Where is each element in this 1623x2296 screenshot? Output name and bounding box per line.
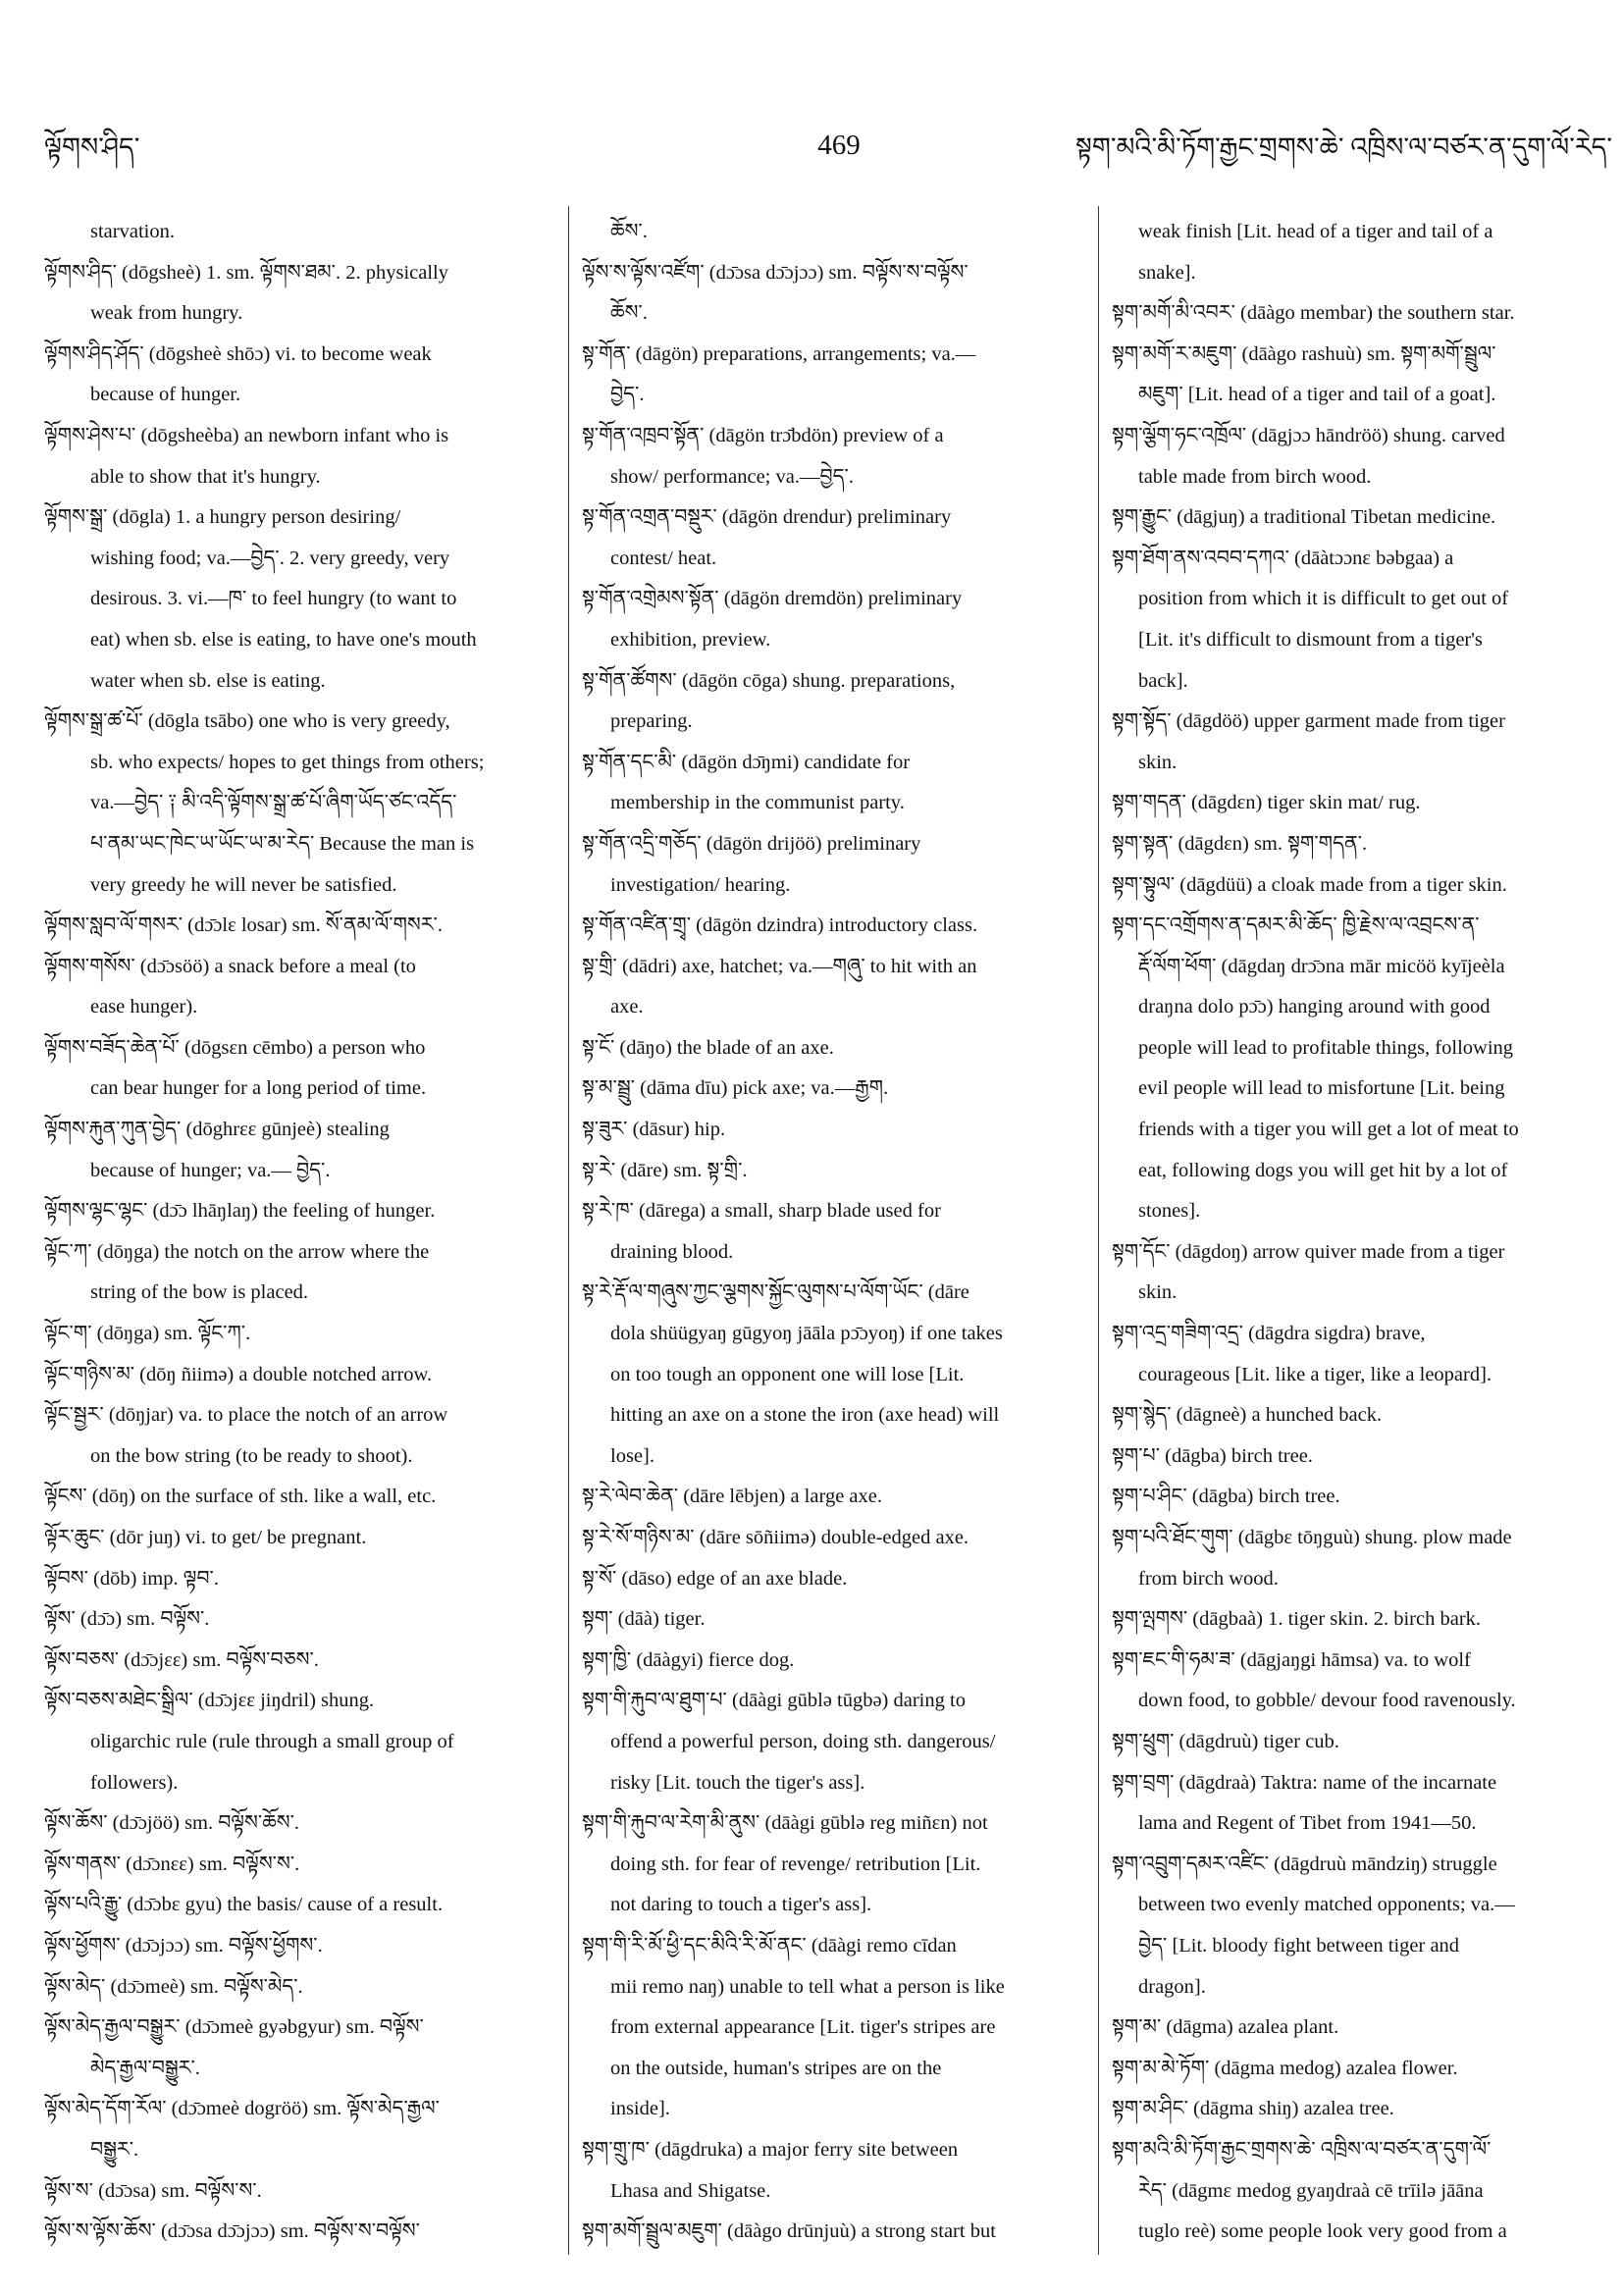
dictionary-entry: [582, 743, 1086, 824]
entry-continuation-line: membership in the communist party.: [610, 792, 905, 814]
entry-headword-line: ལྟོགས་ཤིད་ (dōgsheè) 1. sm. ལྟོགས་ཐམ་. 2. physically: [44, 261, 448, 284]
entry-continuation-line: from external appearance [Lit. tiger's stripes are: [610, 2016, 996, 2039]
entry-headword-line: ལྟོབས་ (dōb) imp. ལྟབ་.: [44, 1567, 219, 1590]
entry-headword-line: སྟ་གོན་འགྲན་བསྡུར་ (dāgön drendur) preliminary: [582, 506, 952, 529]
dictionary-entry: [44, 2171, 560, 2213]
dictionary-entry: [582, 947, 1086, 1028]
dictionary-entry: [44, 906, 560, 947]
entry-continuation-line: བསྒྱུར་.: [90, 2138, 139, 2161]
entry-continuation-line: eat, following dogs you will get hit by a lot of: [1138, 1159, 1508, 1181]
entry-headword-line: སྟག་ལྤགས་ (dāgbaà) 1. tiger skin. 2. birch bark.: [1112, 1608, 1482, 1631]
dictionary-entry: [582, 253, 1086, 335]
entry-headword-line: སྟག་ (dāà) tiger.: [582, 1608, 706, 1631]
entry-continuation-line: Lhasa and Shigatse.: [610, 2179, 771, 2202]
entry-continuation-line: ཆོས་.: [610, 221, 648, 242]
dictionary-entry: [44, 1518, 560, 1559]
entry-continuation-line: exhibition, preview.: [610, 628, 771, 651]
entry-continuation-line: between two evenly matched opponents; va.—: [1138, 1894, 1515, 1916]
entry-headword-line: སྟ་རེ་ (dāre) sm. སྟ་གྲི་.: [582, 1159, 748, 1181]
entry-headword-line: སྟག་མགོ་མི་འབར་ (dāàgo membar) the southern star.: [1112, 302, 1515, 325]
entry-headword-line: སྟག་མའི་མི་ཏོག་རྒྱང་གྲགས་ཆེ་ འཁྲིས་ལ་བཙར་ན་དུག་ལོ་: [1112, 2138, 1492, 2161]
dictionary-entry: [582, 1803, 1086, 1926]
entry-headword-line: སྟག་པའི་ཐོང་གུག་ (dāgbɛ tōŋguù) shung. plow made: [1112, 1527, 1512, 1548]
dictionary-entry: [582, 1273, 1086, 1477]
entry-continuation-line: ease hunger).: [90, 996, 198, 1018]
entry-continuation-line: preparing.: [610, 710, 693, 733]
dictionary-entry: [1112, 539, 1616, 702]
column-2: [582, 212, 1086, 2258]
entry-continuation-line: starvation.: [90, 221, 175, 242]
entry-headword-line: སྟག་མགོ་སྦྲུལ་མཇུག་ (dāàgo drūnjuù) a strong start but: [582, 2220, 996, 2243]
entry-continuation-line: draining blood.: [610, 1240, 734, 1263]
entry-continuation-line: [Lit. it's difficult to dismount from a tiger's: [1138, 628, 1483, 651]
entry-headword-line: ལྟོགས་སླབ་ལོ་གསར་ (dɔ̄ɔlɛ losar) sm. སོ་ནམ་ལོ་གསར་.: [44, 914, 443, 937]
entry-headword-line: སྟ་གོན་འགྲེམས་སྟོན་ (dāgön dremdön) preliminary: [582, 588, 963, 610]
dictionary-entry: [1112, 212, 1616, 293]
running-head-right: སྟག་མའི་མི་ཏོག་རྒྱང་གྲགས་ཆེ་ འཁྲིས་ལ་བཙར་ན་དུག་ལོ་རེད་: [1074, 132, 1612, 162]
entry-continuation-line: very greedy he will never be satisfied.: [90, 873, 397, 896]
dictionary-entry: [1112, 1641, 1616, 1722]
entry-headword-line: སྟག་མ་མེ་ཏོག་ (dāgma medog) azalea flower.: [1112, 2057, 1458, 2079]
dictionary-entry: [582, 1028, 1086, 1070]
entry-headword-line: ལྟོས་ཆོས་ (dɔ̄ɔjöö) sm. བལྟོས་ཆོས་.: [44, 1812, 300, 1835]
dictionary-entry: [1112, 865, 1616, 907]
entry-headword-line: ལྟོས་མེད་རྒྱལ་བསྒྱུར་ (dɔ̄ɔmeè gyəbgyur) sm. བལྟོས་: [44, 2016, 424, 2039]
entry-continuation-line: able to show that it's hungry.: [90, 465, 321, 488]
entry-continuation-line: show/ performance; va.—བྱེད་.: [610, 465, 854, 488]
dictionary-entry: [44, 947, 560, 1028]
entry-headword-line: སྟ་གོན་འཁྲབ་སྟོན་ (dāgön trɔ̄bdön) preview of a: [582, 424, 944, 446]
entry-continuation-line: རེད་ (dāgmɛ medog gyaŋdraà cē trīilə jāāna: [1138, 2179, 1484, 2202]
entry-continuation-line: table made from birch wood.: [1138, 465, 1372, 488]
dictionary-entry: [1112, 1599, 1616, 1641]
column-1: [44, 212, 560, 2258]
entry-headword-line: སྟག་འབྲུག་དམར་འཛིང་ (dāgdruù māndziŋ) struggle: [1112, 1852, 1497, 1875]
dictionary-entry: [44, 1477, 560, 1518]
dictionary-entry: [1112, 2089, 1616, 2130]
dictionary-entry: [44, 497, 560, 702]
entry-continuation-line: snake].: [1138, 261, 1196, 284]
entry-continuation-line: va.—བྱེད་ ༑ མི་འདི་ལྟོགས་སྒྲ་ཚ་པོ་ཞིག་ཡོད་ཙང་འདོད་: [90, 792, 457, 814]
entry-headword-line: ལྟོགས་སྒྲ་ (dōgla) 1. a hungry person desiring/: [44, 506, 401, 529]
entry-headword-line: ལྟོས་མེད་དོག་རོལ་ (dɔ̄ɔmeè dogröö) sm. ལྟོས་མེད་རྒྱལ་: [44, 2098, 440, 2120]
entry-continuation-line: from birch wood.: [1138, 1567, 1279, 1590]
dictionary-entry: [1112, 2049, 1616, 2090]
entry-continuation-line: string of the bow is placed.: [90, 1281, 309, 1304]
entry-headword-line: སྟག་སྟུལ་ (dāgdüü) a cloak made from a tiger skin.: [1112, 873, 1507, 896]
entry-headword-line: སྟ་སོ་ (dāso) edge of an axe blade.: [582, 1567, 848, 1590]
dictionary-entry: [1112, 416, 1616, 497]
dictionary-entry: [44, 1191, 560, 1232]
dictionary-entry: [44, 1232, 560, 1314]
entry-continuation-line: skin.: [1138, 751, 1178, 773]
entry-headword-line: སྟ་མ་སྦྲུ་ (dāma dīu) pick axe; va.—རྒྱག.: [582, 1077, 889, 1100]
dictionary-entry: [1112, 2008, 1616, 2049]
dictionary-entry: [582, 1110, 1086, 1151]
entry-continuation-line: courageous [Lit. like a tiger, like a leopard].: [1138, 1363, 1492, 1385]
entry-continuation-line: eat) when sb. else is eating, to have one's mouth: [90, 628, 477, 651]
dictionary-entry: [582, 824, 1086, 906]
entry-continuation-line: wishing food; va.—བྱེད་. 2. very greedy, very: [90, 547, 450, 569]
entry-headword-line: སྟ་རེ་སོ་གཉིས་མ་ (dāre sōñiimə) double-edged axe.: [582, 1527, 969, 1548]
dictionary-entry: [582, 1559, 1086, 1600]
dictionary-entry: [44, 1314, 560, 1355]
dictionary-entry: [582, 2212, 1086, 2253]
entry-headword-line: ལྟོགས་གསོས་ (dɔ̄ɔsöö) a snack before a meal (to: [44, 955, 416, 977]
entry-continuation-line: ཆོས་.: [610, 302, 648, 325]
dictionary-entry: [1112, 335, 1616, 416]
dictionary-entry: [1112, 1477, 1616, 1518]
entry-headword-line: སྟག་ཐོག་ནས་འབབ་དཀའ་ (dāàtɔɔnɛ bəbgaa) a: [1112, 547, 1454, 569]
entry-headword-line: ལྟོགས་ཤེས་པ་ (dōgsheèba) an newborn infant who is: [44, 424, 449, 446]
running-head-left: ལྟོགས་ཤིད་: [44, 132, 140, 162]
entry-continuation-line: on the bow string (to be ready to shoot).: [90, 1444, 413, 1467]
entry-headword-line: ལྟོས་ས་ལྟོས་ཆོས་ (dɔ̄ɔsa dɔ̄ɔjɔɔ) sm. བལྟོས་ས་བལྟོས་: [44, 2220, 420, 2243]
entry-continuation-line: axe.: [610, 996, 644, 1018]
entry-continuation-line: on the outside, human's stripes are on the: [610, 2057, 942, 2079]
dictionary-entry: [582, 1477, 1086, 1518]
entry-continuation-line: can bear hunger for a long period of time.: [90, 1077, 427, 1100]
dictionary-entry: [44, 702, 560, 906]
dictionary-entry: [44, 253, 560, 335]
entry-continuation-line: contest/ heat.: [610, 547, 717, 569]
entry-continuation-line: inside].: [610, 2098, 670, 2120]
entry-headword-line: སྟག་གི་རྐུབ་ལ་ཐུག་པ་ (dāàgi gūblə tūgbə) daring to: [582, 1690, 966, 1712]
entry-continuation-line: hitting an axe on a stone the iron (axe head) will: [610, 1404, 1000, 1427]
entry-headword-line: ལྟོས་ (dɔ̄ɔ) sm. བལྟོས་.: [44, 1608, 210, 1631]
entry-continuation-line: weak from hungry.: [90, 302, 243, 325]
entry-continuation-line: followers).: [90, 1771, 179, 1794]
entry-headword-line: སྟག་ཇང་གི་ཧམ་ཟ་ (dāgjaŋgi hāmsa) va. to wolf: [1112, 1648, 1471, 1671]
entry-headword-line: སྟ་ངོ་ (dāŋo) the blade of an axe.: [582, 1036, 834, 1059]
entry-headword-line: སྟག་གི་རི་མོ་ཕྱི་དང་མིའི་རི་མོ་ནང་ (dāàgi remo cīdan: [582, 1934, 957, 1957]
entry-continuation-line: lama and Regent of Tibet from 1941—50.: [1138, 1812, 1477, 1835]
dictionary-entry: [1112, 497, 1616, 539]
dictionary-entry: [44, 1641, 560, 1682]
entry-continuation-line: skin.: [1138, 1281, 1178, 1304]
dictionary-entry: [44, 1559, 560, 1600]
entry-headword-line: ལྟོས་པའི་རྒྱུ་ (dɔ̄ɔbɛ gyu) the basis/ cause of a result.: [44, 1894, 444, 1916]
entry-continuation-line: dragon].: [1138, 1975, 1206, 1998]
entry-continuation-line: མེད་རྒྱལ་བསྒྱུར་.: [90, 2057, 200, 2079]
dictionary-entry: [44, 1599, 560, 1641]
entry-continuation-line: position from which it is difficult to get out of: [1138, 588, 1509, 610]
dictionary-entry: [44, 1803, 560, 1845]
dictionary-entry: [44, 1110, 560, 1191]
entry-headword-line: ལྟོགས་ཤིད་ཤོད་ (dōgsheè shōɔ) vi. to become weak: [44, 342, 432, 365]
entry-headword-line: ལྟོངས་ (dōŋ) on the surface of sth. like a wall, etc.: [44, 1486, 437, 1508]
entry-headword-line: སྟག་རྒྱུང་ (dāgjuŋ) a traditional Tibetan medicine.: [1112, 506, 1496, 529]
entry-headword-line: སྟག་ཁྱི་ (dāàgyi) fierce dog.: [582, 1648, 795, 1671]
entry-continuation-line: risky [Lit. touch the tiger's ass].: [610, 1771, 865, 1794]
dictionary-entry: [44, 335, 560, 416]
dictionary-entry: [582, 497, 1086, 579]
entry-continuation-line: པ་ནམ་ཡང་ཁེང་ཡ་ཡོང་ཡ་མ་རེད་ Because the man is: [90, 832, 475, 855]
dictionary-entry: [1112, 783, 1616, 824]
entry-continuation-line: back].: [1138, 669, 1188, 692]
dictionary-entry: [1112, 824, 1616, 865]
entry-continuation-line: water when sb. else is eating.: [90, 669, 326, 692]
entry-headword-line: ལྟོར་ཆུང་ (dōr juŋ) vi. to get/ be pregnant.: [44, 1527, 367, 1548]
entry-headword-line: ལྟོས་གནས་ (dɔ̄ɔnɛɛ) sm. བལྟོས་ས་.: [44, 1852, 300, 1875]
dictionary-entry: [44, 2089, 560, 2170]
entry-continuation-line: investigation/ hearing.: [610, 873, 791, 896]
entry-continuation-line: བྱེད་.: [610, 384, 645, 406]
entry-headword-line: སྟག་མ་ (dāgma) azalea plant.: [1112, 2016, 1339, 2039]
entry-continuation-line: oligarchic rule (rule through a small group of: [90, 1730, 454, 1752]
dictionary-entry: [582, 1681, 1086, 1803]
dictionary-entry: [582, 212, 1086, 253]
dictionary-entry: [582, 335, 1086, 416]
entry-continuation-line: not daring to touch a tiger's ass].: [610, 1894, 872, 1916]
dictionary-entry: [582, 2130, 1086, 2212]
dictionary-entry: [1112, 1436, 1616, 1478]
entry-continuation-line: desirous. 3. vi.—ཁ་ to feel hungry (to want to: [90, 588, 457, 610]
entry-headword-line: ལྟོགས་བཟོད་ཆེན་པོ་ (dōgsɛn cēmbo) a person who: [44, 1036, 426, 1059]
entry-headword-line: ལྟོས་བཅས་ (dɔ̄ɔjɛɛ) sm. བལྟོས་བཅས་.: [44, 1648, 319, 1671]
entry-headword-line: སྟ་གོན་ (dāgön) preparations, arrangements; va.—: [582, 342, 976, 365]
dictionary-entry: [1112, 1722, 1616, 1763]
entry-headword-line: སྟ་རེ་རྡོ་ལ་གཞུས་ཀྱང་ལྕགས་སྐྱོང་ལུགས་པ་ལོག་ཡོང་ (dāre: [582, 1281, 969, 1304]
dictionary-entry: [582, 906, 1086, 947]
entry-continuation-line: མཇུག་ [Lit. head of a tiger and tail of a goat].: [1138, 384, 1496, 406]
entry-continuation-line: lose].: [610, 1444, 654, 1467]
dictionary-entry: [1112, 702, 1616, 783]
entry-headword-line: སྟ་གོན་འདྲི་གཅོད་ (dāgön drijöö) preliminary: [582, 832, 921, 855]
dictionary-entry: [582, 1069, 1086, 1110]
entry-continuation-line: tuglo reè) some people look very good from a: [1138, 2220, 1507, 2243]
entry-headword-line: ལྟོང་ག་ (dōŋga) sm. ལྟོང་ཀ་.: [44, 1323, 251, 1345]
dictionary-entry: [44, 1028, 560, 1110]
entry-headword-line: སྟག་སྟོད་ (dāgdöö) upper garment made from tiger: [1112, 710, 1505, 733]
dictionary-entry: [582, 1599, 1086, 1641]
entry-continuation-line: stones].: [1138, 1200, 1201, 1223]
dictionary-entry: [1112, 1232, 1616, 1314]
entry-continuation-line: offend a powerful person, doing sth. dangerous/: [610, 1730, 996, 1752]
dictionary-entry: [1112, 2130, 1616, 2253]
dictionary-entry: [44, 2212, 560, 2253]
dictionary-entry: [1112, 906, 1616, 1232]
dictionary-entry: [44, 1845, 560, 1886]
entry-continuation-line: weak finish [Lit. head of a tiger and tail of a: [1138, 221, 1493, 242]
column-3: [1112, 212, 1616, 2258]
entry-headword-line: སྟག་མ་ཤིང་ (dāgma shiŋ) azalea tree.: [1112, 2098, 1394, 2120]
entry-headword-line: ལྟོང་སྦྱར་ (dōŋjar) va. to place the notch of an arrow: [44, 1404, 448, 1427]
entry-headword-line: ལྟོགས་སྒྲ་ཚ་པོ་ (dōgla tsābo) one who is very greedy,: [44, 710, 450, 733]
entry-headword-line: ལྟོས་ཕྱོགས་ (dɔ̄ɔjɔɔ) sm. བལྟོས་ཕྱོགས་.: [44, 1934, 323, 1957]
entry-headword-line: ལྟོས་ས་ལྟོས་འཛོག་ (dɔ̄ɔsa dɔ̄ɔjɔɔ) sm. བལྟོས་ས་བལྟོས་: [582, 261, 969, 284]
entry-continuation-line: friends with a tiger you will get a lot of meat to: [1138, 1119, 1519, 1141]
entry-headword-line: སྟ་གོན་འཛིན་གྲྭ་ (dāgön dzindra) introductory class.: [582, 914, 978, 937]
entry-headword-line: སྟ་གོན་ཚོགས་ (dāgön cōga) shung. preparations,: [582, 669, 956, 692]
entry-continuation-line: doing sth. for fear of revenge/ retribution [Lit.: [610, 1852, 981, 1875]
dictionary-entry: [44, 1395, 560, 1477]
entry-headword-line: ལྟོས་ས་ (dɔ̄ɔsa) sm. བལྟོས་ས་.: [44, 2179, 262, 2202]
entry-headword-line: སྟ་གྲི་ (dādri) axe, hatchet; va.—གཞུ་ to hit with an: [582, 955, 977, 977]
dictionary-entry: [582, 1641, 1086, 1682]
entry-headword-line: སྟག་དོང་ (dāgdoŋ) arrow quiver made from a tiger: [1112, 1240, 1505, 1263]
entry-headword-line: སྟ་རེ་ཁ་ (dārega) a small, sharp blade used for: [582, 1200, 941, 1223]
entry-headword-line: སྟག་གི་རྐུབ་ལ་རེག་མི་ནུས་ (dāàgi gūblə reg miñɛn) not: [582, 1812, 988, 1835]
entry-headword-line: སྟག་ལྕོག་ཧང་འཁྲོལ་ (dāgjɔɔ hāndröö) shung. carved: [1112, 424, 1505, 446]
entry-headword-line: ལྟོགས་རྐུན་ཀུན་བྱེད་ (dōghrɛɛ gūnjeè) stealing: [44, 1119, 390, 1141]
dictionary-entry: [1112, 293, 1616, 335]
entry-headword-line: སྟག་འདྲ་གཟིག་འདྲ་ (dāgdra sigdra) brave,: [1112, 1323, 1426, 1345]
dictionary-entry: [44, 416, 560, 497]
entry-headword-line: སྟག་གདན་ (dāgdɛn) tiger skin mat/ rug.: [1112, 792, 1421, 814]
dictionary-entry: [582, 1191, 1086, 1273]
entry-headword-line: སྟག་ཕྲུག་ (dāgdruù) tiger cub.: [1112, 1730, 1339, 1752]
dictionary-entry: [44, 212, 560, 253]
entry-continuation-line: because of hunger.: [90, 384, 241, 406]
entry-headword-line: སྟ་རེ་ལེབ་ཆེན་ (dāre lēbjen) a large axe.: [582, 1486, 882, 1508]
entry-continuation-line: down food, to gobble/ devour food ravenously.: [1138, 1690, 1516, 1712]
page-number: 469: [817, 130, 861, 161]
dictionary-entry: [1112, 1845, 1616, 2008]
entry-continuation-line: dola shüügyaŋ gūgyoŋ jāāla pɔ̄ɔyoŋ) if one takes: [610, 1323, 1003, 1345]
entry-continuation-line: people will lead to profitable things, following: [1138, 1036, 1514, 1059]
column-divider: [568, 206, 569, 2255]
entry-continuation-line: mii remo naŋ) unable to tell what a person is like: [610, 1975, 1005, 1998]
entry-headword-line: སྟག་མགོ་ར་མཇུག་ (dāàgo rashuù) sm. སྟག་མགོ་སྦྲུལ་: [1112, 342, 1496, 365]
entry-headword-line: ལྟོགས་ལྷང་ལྷང་ (dɔ̄ɔ lhāŋlaŋ) the feeling of hunger.: [44, 1200, 436, 1223]
entry-headword-line: སྟག་བྲག་ (dāgdraà) Taktra: name of the incarnate: [1112, 1771, 1497, 1794]
dictionary-entry: [44, 1355, 560, 1396]
entry-continuation-line: on too tough an opponent one will lose [Lit.: [610, 1363, 965, 1385]
entry-headword-line: སྟ་གོན་དང་མི་ (dāgön dɔ̄ŋmi) candidate for: [582, 751, 911, 773]
entry-headword-line: སྟག་གྲུ་ཁ་ (dāgdruka) a major ferry site between: [582, 2138, 959, 2161]
entry-headword-line: ལྟོས་བཅས་མཐེང་སྒྲིལ་ (dɔ̄ɔjɛɛ jiŋdril) shung.: [44, 1690, 375, 1712]
entry-continuation-line: བྱེད་ [Lit. bloody fight between tiger and: [1138, 1934, 1460, 1957]
entry-continuation-line: evil people will lead to misfortune [Lit. being: [1138, 1077, 1505, 1100]
dictionary-entry: [582, 579, 1086, 660]
entry-continuation-line: རྡོ་ལོག་ཕོག་ (dāgdaŋ drɔ̄ɔna mār micöö kyījeèla: [1138, 955, 1505, 977]
entry-continuation-line: draŋna dolo pɔ̄ɔ) hanging around with good: [1138, 996, 1491, 1018]
entry-headword-line: ལྟོང་ཀ་ (dōŋga) the notch on the arrow where the: [44, 1240, 430, 1263]
entry-headword-line: ལྟོང་གཉིས་མ་ (dōŋ ñiimə) a double notched arrow.: [44, 1363, 433, 1385]
dictionary-entry: [1112, 1314, 1616, 1395]
entry-headword-line: སྟག་པ་ཤིང་ (dāgba) birch tree.: [1112, 1486, 1340, 1508]
entry-headword-line: སྟག་སྟན་ (dāgdɛn) sm. སྟག་གདན་.: [1112, 832, 1368, 855]
dictionary-entry: [582, 1926, 1086, 2130]
dictionary-entry: [44, 1885, 560, 1926]
entry-headword-line: སྟག་པ་ (dāgba) birch tree.: [1112, 1444, 1313, 1467]
dictionary-entry: [44, 1926, 560, 1967]
dictionary-entry: [1112, 1395, 1616, 1436]
dictionary-entry: [44, 1681, 560, 1803]
entry-continuation-line: because of hunger; va.— བྱེད་.: [90, 1159, 331, 1181]
entry-headword-line: སྟག་སྙེད་ (dāgneè) a hunched back.: [1112, 1404, 1383, 1427]
dictionary-entry: [1112, 1518, 1616, 1599]
dictionary-entry: [582, 416, 1086, 497]
dictionary-entry: [582, 661, 1086, 743]
dictionary-entry: [44, 1967, 560, 2009]
entry-continuation-line: sb. who expects/ hopes to get things from others;: [90, 751, 485, 773]
dictionary-entry: [582, 1151, 1086, 1192]
dictionary-entry: [582, 1518, 1086, 1559]
entry-headword-line: ལྟོས་མེད་ (dɔ̄ɔmeè) sm. བལྟོས་མེད་.: [44, 1975, 303, 1998]
column-divider: [1098, 206, 1099, 2255]
entry-headword-line: སྟག་དང་འགྲོགས་ན་དམར་མི་ཆོད་ ཁྱི་རྗེས་ལ་འབྲངས་ན་: [1112, 914, 1480, 937]
dictionary-entry: [1112, 1763, 1616, 1845]
dictionary-entry: [44, 2008, 560, 2089]
entry-headword-line: སྟ་ཟུར་ (dāsur) hip.: [582, 1119, 726, 1141]
